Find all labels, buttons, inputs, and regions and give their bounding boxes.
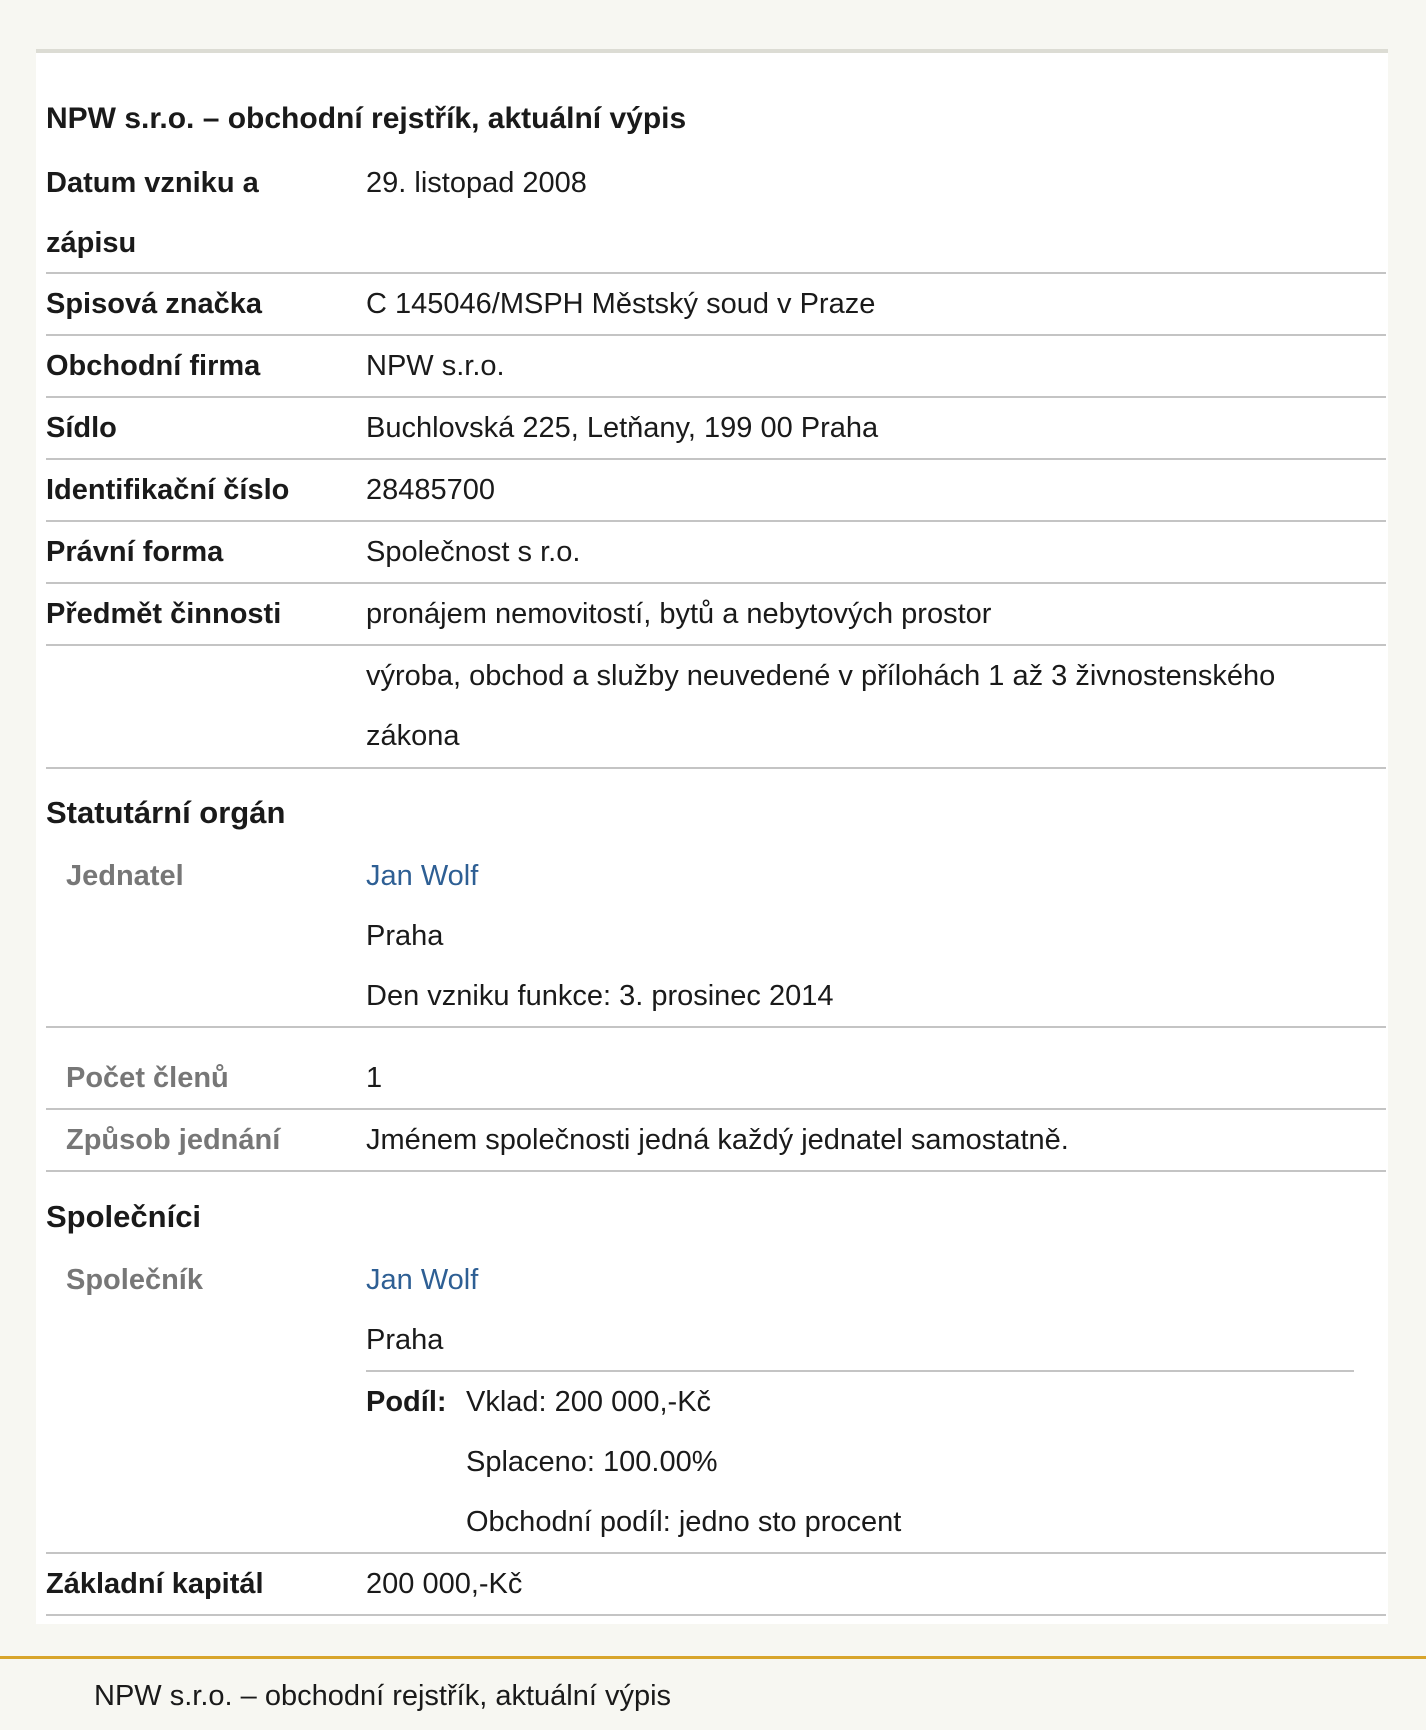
row-label: Identifikační číslo (46, 474, 290, 506)
row-value: zákona (366, 720, 460, 752)
section-heading-statutarni-organ: Statutární orgán (46, 795, 286, 830)
divider (46, 1170, 1386, 1172)
row-value: 28485700 (366, 474, 496, 506)
share-vklad: Vklad: 200 000,-Kč (466, 1386, 712, 1418)
row-label: Obchodní firma (46, 350, 261, 382)
share-obchodni-podil: Obchodní podíl: jedno sto procent (466, 1506, 902, 1538)
row-value: NPW s.r.o. (366, 350, 505, 382)
row-label: Předmět činnosti (46, 598, 282, 630)
divider (46, 767, 1386, 769)
row-value-multiline (366, 646, 1275, 766)
share-label: Podíl: (366, 1386, 447, 1418)
share-values (466, 1372, 901, 1552)
divider (46, 520, 1386, 522)
row-label: Právní forma (46, 536, 224, 568)
row-label: Jednatel (66, 860, 184, 892)
function-since: Den vzniku funkce: 3. prosinec 2014 (366, 980, 834, 1012)
person-link[interactable]: Jan Wolf (366, 860, 479, 892)
person-link[interactable]: Jan Wolf (366, 1264, 479, 1296)
share-splaceno: Splaceno: 100.00% (466, 1446, 718, 1478)
row-value-multiline (366, 1250, 478, 1370)
row-label: Společník (66, 1264, 203, 1296)
row-value: 29. listopad 2008 (366, 167, 587, 199)
row-value: Společnost s r.o. (366, 536, 581, 568)
row-value: výroba, obchod a služby neuvedené v přílohách 1 až 3 živnostenského (366, 660, 1276, 692)
footer-caption: NPW s.r.o. – obchodní rejstřík, aktuální výpis (94, 1680, 672, 1712)
section-heading-spolecnici: Společníci (46, 1199, 202, 1234)
footer-rule (0, 1656, 1426, 1659)
row-label: Způsob jednání (66, 1124, 281, 1156)
page-title: NPW s.r.o. – obchodní rejstřík, aktuální výpis (46, 102, 687, 135)
row-value-multiline (366, 846, 834, 1026)
row-value: Jménem společnosti jedná každý jednatel samostatně. (366, 1124, 1069, 1156)
row-label: Základní kapitál (46, 1568, 264, 1600)
divider (46, 1026, 1386, 1028)
row-value: C 145046/MSPH Městský soud v Praze (366, 288, 876, 320)
row-label: Datum vzniku a zápisu (46, 167, 259, 259)
person-city: Praha (366, 920, 444, 952)
row-label: Spisová značka (46, 288, 262, 320)
row-value: 200 000,-Kč (366, 1568, 523, 1600)
person-city: Praha (366, 1324, 444, 1356)
row-value: 1 (366, 1062, 383, 1094)
row-label: Sídlo (46, 412, 117, 444)
row-value: Buchlovská 225, Letňany, 199 00 Praha (366, 412, 879, 444)
row-value: pronájem nemovitostí, bytů a nebytových prostor (366, 598, 992, 630)
row-label: Počet členů (66, 1062, 229, 1094)
divider (46, 1614, 1386, 1616)
